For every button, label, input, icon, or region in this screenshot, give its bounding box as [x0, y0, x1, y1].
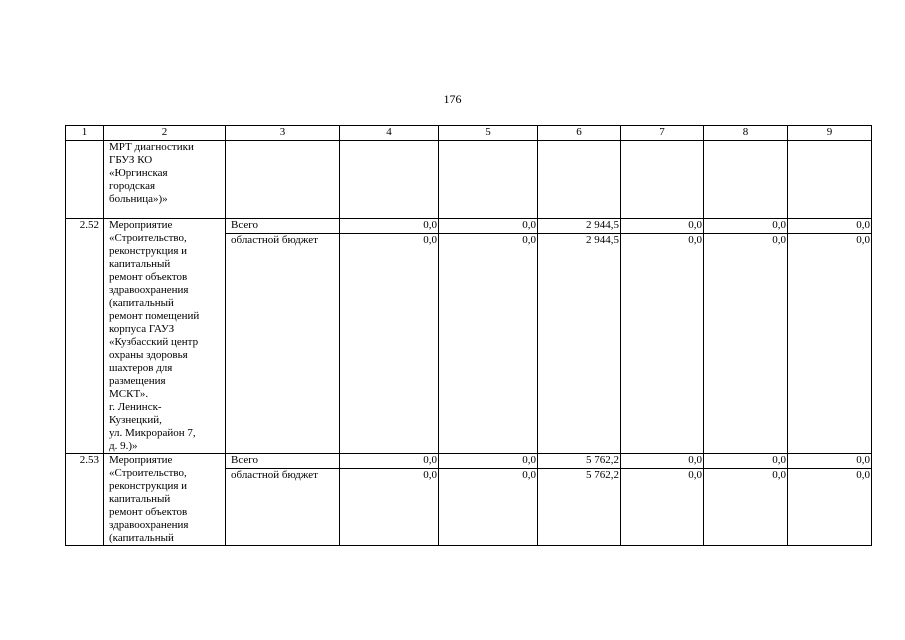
source-cell: областной бюджет: [226, 234, 340, 454]
value-cell: 0,0: [788, 454, 872, 469]
value-cell: 0,0: [439, 219, 538, 234]
header-row: [66, 126, 872, 141]
value-cell: 0,0: [340, 469, 439, 546]
value-cell: 0,0: [340, 234, 439, 454]
value-cell: 0,0: [704, 469, 788, 546]
value-cell: [439, 141, 538, 219]
value-cell: 0,0: [621, 454, 704, 469]
source-cell: областной бюджет: [226, 469, 340, 546]
value-cell: 0,0: [340, 454, 439, 469]
description-line: охраны здоровья: [109, 349, 188, 361]
description-line: (капитальный: [109, 297, 174, 309]
description-line: ремонт помещений: [109, 310, 200, 322]
value-cell: 0,0: [340, 219, 439, 234]
description-line: капитальный: [109, 493, 171, 505]
value-cell: 5 762,2: [538, 454, 621, 469]
description-line: «Строительство,: [109, 467, 187, 479]
value-cell: 0,0: [621, 234, 704, 454]
value-cell: [340, 141, 439, 219]
value-cell: 0,0: [788, 234, 872, 454]
description-line: здравоохранения: [109, 284, 189, 296]
header-cell: 8: [704, 126, 788, 141]
description-line: больница»)»: [109, 193, 168, 205]
value-cell: 0,0: [704, 454, 788, 469]
header-cell: 2: [104, 126, 226, 141]
value-cell: 0,0: [439, 469, 538, 546]
header-cell: 5: [439, 126, 538, 141]
value-cell: [538, 141, 621, 219]
description-line: ул. Микрорайон 7,: [109, 427, 196, 439]
header-cell: 1: [66, 126, 104, 141]
header-cell: 4: [340, 126, 439, 141]
description-line: (капитальный: [109, 532, 174, 544]
value-cell: 0,0: [621, 469, 704, 546]
continuation-row: [66, 141, 872, 219]
description-line: «Строительство,: [109, 232, 187, 244]
description-line: реконструкция и: [109, 480, 188, 492]
value-cell: 0,0: [788, 469, 872, 546]
description-line: городская: [109, 180, 156, 192]
description-line: ГБУЗ КО: [109, 154, 153, 166]
description-line: ремонт объектов: [109, 271, 188, 283]
value-cell: 0,0: [439, 454, 538, 469]
description-cell: [104, 219, 226, 454]
source-cell: [226, 141, 340, 219]
value-cell: 2 944,5: [538, 219, 621, 234]
description-cell: [104, 454, 226, 546]
value-cell: [788, 141, 872, 219]
description-line: Мероприятие: [109, 454, 173, 466]
description-line: МРТ диагностики: [109, 141, 194, 153]
budget-table: [65, 125, 872, 546]
description-line: реконструкция и: [109, 245, 188, 257]
description-line: Мероприятие: [109, 219, 173, 231]
row-number-cell: 2.52: [66, 219, 104, 454]
table-row: [66, 219, 872, 234]
description-line: г. Ленинск-: [109, 401, 162, 413]
value-cell: [704, 141, 788, 219]
value-cell: 0,0: [704, 234, 788, 454]
table-row: [66, 454, 872, 469]
description-line: «Юргинская: [109, 167, 168, 179]
header-cell: 3: [226, 126, 340, 141]
row-number-cell: [66, 141, 104, 219]
description-line: здравоохранения: [109, 519, 189, 531]
description-cell: [104, 141, 226, 219]
value-cell: 5 762,2: [538, 469, 621, 546]
value-cell: [621, 141, 704, 219]
source-cell: Всего: [226, 219, 340, 234]
description-line: Кузнецкий,: [109, 414, 162, 426]
value-cell: 0,0: [439, 234, 538, 454]
source-cell: Всего: [226, 454, 340, 469]
header-cell: 7: [621, 126, 704, 141]
description-line: д. 9.)»: [109, 440, 138, 452]
description-line: шахтеров для: [109, 362, 173, 374]
value-cell: 0,0: [788, 219, 872, 234]
value-cell: 0,0: [704, 219, 788, 234]
description-line: размещения: [109, 375, 166, 387]
description-line: МСКТ».: [109, 388, 149, 400]
description-line: ремонт объектов: [109, 506, 188, 518]
row-number-cell: 2.53: [66, 454, 104, 546]
description-line: «Кузбасский центр: [109, 336, 199, 348]
description-line: капитальный: [109, 258, 171, 270]
page-number: 176: [443, 92, 462, 106]
description-line: корпуса ГАУЗ: [109, 323, 175, 335]
header-cell: 6: [538, 126, 621, 141]
value-cell: 2 944,5: [538, 234, 621, 454]
header-cell: 9: [788, 126, 872, 141]
value-cell: 0,0: [621, 219, 704, 234]
